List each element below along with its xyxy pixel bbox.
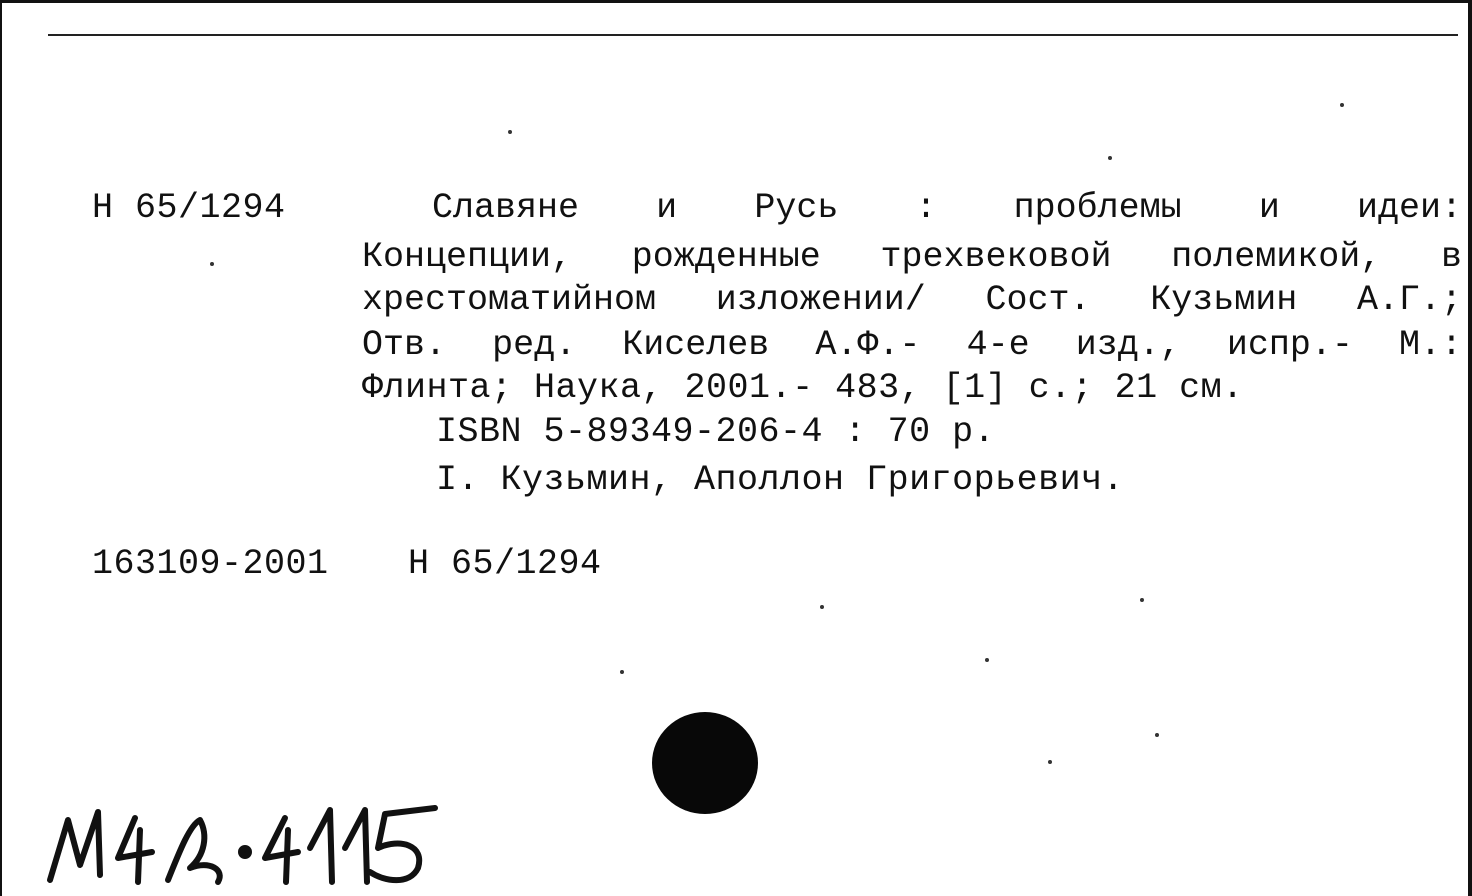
handwritten-note bbox=[40, 790, 460, 890]
speck bbox=[1155, 733, 1159, 737]
card-right-edge bbox=[1468, 0, 1472, 896]
speck bbox=[820, 605, 824, 609]
card-left-edge bbox=[0, 0, 2, 896]
accession-shelfmark: Н 65/1294 bbox=[408, 544, 602, 584]
shelfmark: Н 65/1294 bbox=[92, 188, 286, 228]
card-top-edge bbox=[0, 0, 1472, 3]
speck bbox=[1140, 598, 1144, 602]
speck bbox=[1048, 760, 1052, 764]
speck bbox=[1108, 156, 1112, 160]
title-line-2: Концепции, рожденные трехвековой полемикой, в bbox=[362, 237, 1462, 277]
speck bbox=[985, 658, 989, 662]
isbn-line: ISBN 5-89349-206-4 : 70 р. bbox=[436, 412, 996, 452]
title-line-1: Славяне и Русь : проблемы и идеи: bbox=[432, 188, 1462, 228]
top-rule bbox=[48, 34, 1458, 36]
speck bbox=[210, 262, 214, 266]
title-line-4: Отв. ред. Киселев А.Ф.- 4-е изд., испр.- М.: bbox=[362, 325, 1462, 365]
speck bbox=[1340, 103, 1344, 107]
accession-number: 163109-2001 bbox=[92, 544, 329, 584]
speck bbox=[620, 670, 624, 674]
tracing-line: I. Кузьмин, Аполлон Григорьевич. bbox=[436, 460, 1125, 500]
punch-hole bbox=[652, 712, 758, 814]
title-line-3: хрестоматийном изложении/ Сост. Кузьмин А.Г.; bbox=[362, 280, 1462, 320]
title-line-5: Флинта; Наука, 2001.- 483, [1] с.; 21 см. bbox=[362, 368, 1244, 408]
speck bbox=[508, 130, 512, 134]
